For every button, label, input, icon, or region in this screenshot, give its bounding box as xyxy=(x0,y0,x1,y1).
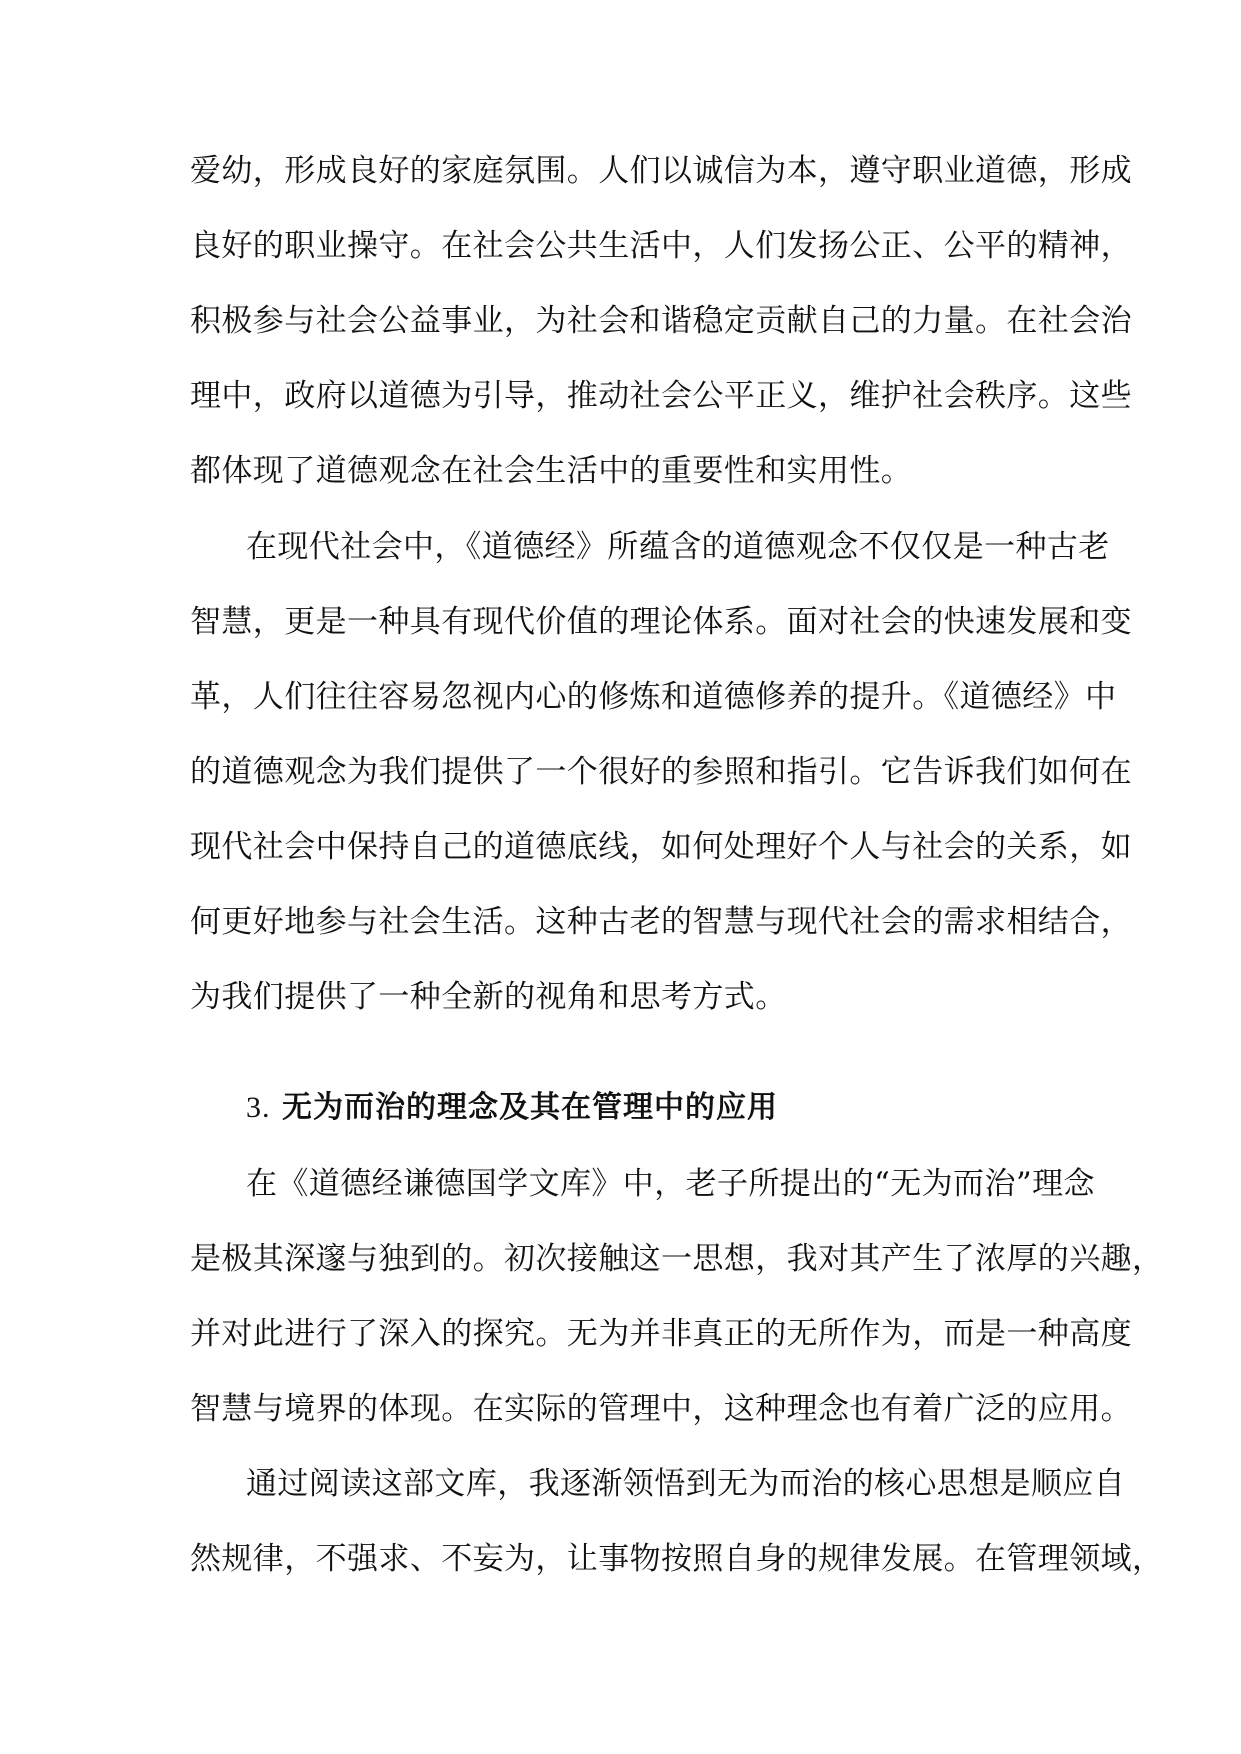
text-line: 理中，政府以道德为引导，推动社会公平正义，维护社会秩序。这些 xyxy=(190,378,1132,414)
section-number: 3. xyxy=(246,1091,271,1124)
text-line: 都体现了道德观念在社会生活中的重要性和实用性。 xyxy=(190,453,913,489)
text-line: 何更好地参与社会生活。这种古老的智慧与现代社会的需求相结合， xyxy=(190,904,1132,940)
text-line: 积极参与社会公益事业，为社会和谐稳定贡献自己的力量。在社会治 xyxy=(190,303,1132,339)
text-line: 的道德观念为我们提供了一个很好的参照和指引。它告诉我们如何在 xyxy=(190,754,1132,790)
text-line: 为我们提供了一种全新的视角和思考方式。 xyxy=(190,979,787,1015)
text-line: 然规律，不强求、不妄为，让事物按照自身的规律发展。在管理领域， xyxy=(190,1541,1164,1577)
section-heading xyxy=(246,1088,778,1128)
text-line: 是极其深邃与独到的。初次接触这一思想，我对其产生了浓厚的兴趣， xyxy=(190,1241,1164,1277)
text-line: 在《道德经谦德国学文库》中，老子所提出的“无为而治”理念 xyxy=(246,1166,1095,1202)
text-line: 良好的职业操守。在社会公共生活中，人们发扬公正、公平的精神， xyxy=(190,228,1132,264)
text-line: 爱幼，形成良好的家庭氛围。人们以诚信为本，遵守职业道德，形成 xyxy=(190,153,1132,189)
section-title: 无为而治的理念及其在管理中的应用 xyxy=(282,1090,778,1125)
text-line: 并对此进行了深入的探究。无为并非真正的无所作为，而是一种高度 xyxy=(190,1316,1132,1352)
text-line: 革，人们往往容易忽视内心的修炼和道德修养的提升。《道德经》中 xyxy=(190,679,1117,715)
text-line: 智慧，更是一种具有现代价值的理论体系。面对社会的快速发展和变 xyxy=(190,604,1132,640)
text-line: 智慧与境界的体现。在实际的管理中，这种理念也有着广泛的应用。 xyxy=(190,1391,1132,1427)
text-line: 在现代社会中，《道德经》所蕴含的道德观念不仅仅是一种古老 xyxy=(246,529,1110,565)
text-line: 通过阅读这部文库，我逐渐领悟到无为而治的核心思想是顺应自 xyxy=(246,1466,1126,1502)
text-line: 现代社会中保持自己的道德底线，如何处理好个人与社会的关系，如 xyxy=(190,829,1132,865)
